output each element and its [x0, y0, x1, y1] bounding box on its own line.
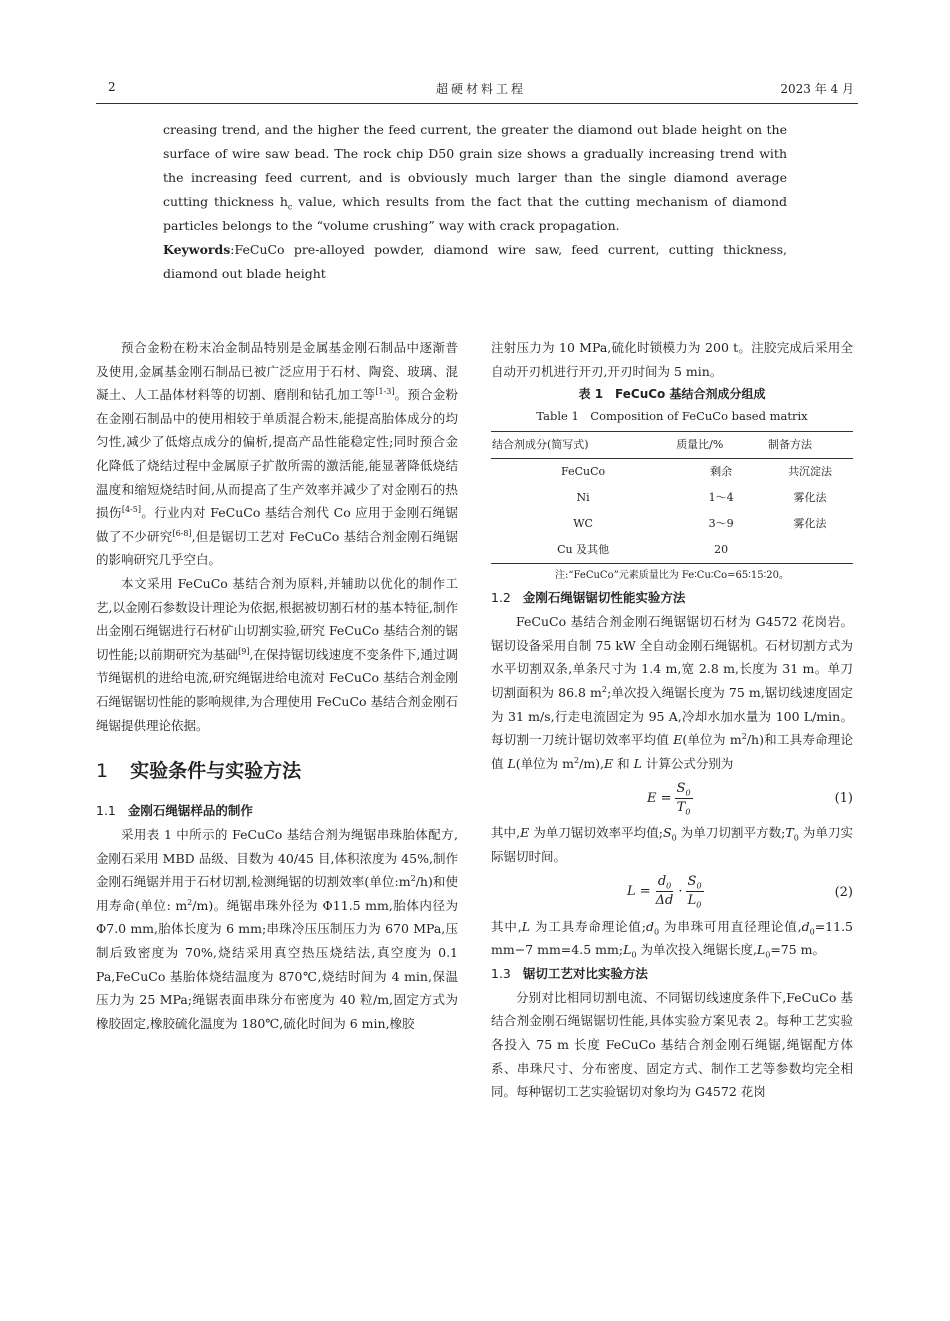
table-note: 注:“FeCuCo”元素质量比为 Fe∶Cu∶Co=65∶15∶20。 [555, 570, 789, 582]
table-row: Cu 及其他 20 [491, 537, 853, 564]
keywords: Keywords:FeCuCo pre-alloyed powder, diamond wire saw, feed current, cutting thickness, diamond out blade height [163, 242, 787, 281]
keywords-label: Keywords [163, 242, 231, 257]
table-row: FeCuCo 剩余 共沉淀法 [561, 465, 833, 479]
method-paragraph-1-1: 采用表 1 中所示的 FeCuCo 基结合剂为绳锯串珠胎体配方,金刚石采用 MBD 品级、目数为 40/45 目,体积浓度为 45%,制作金刚石绳锯并用于石材切割,检测绳锯的切割效率(单位$:m^2/h$)和使用寿命(单位: $m^2/m$)。绳锯串珠外径为 Φ11.5 mm,胎体内径为 Φ7.0 mm,胎体长度为 6 mm;串珠冷压压制压力为 670 MPa,压制后致密度为 70%,烧结采用真空热压烧结法,真空度为 0.1 Pa,FeCuCo 基胎体烧结温度为 870℃,烧结时间为 4 min,保温压力为 25 MPa;绳锯表面串珠分布密度为 40 粒/m,固定方式为橡胶固定,橡胶硫化温度为 180℃,硫化时间为 6 min,橡胶 [96, 827, 459, 1031]
continued-paragraph: 注射压力为 10 MPa,硫化时锁模力为 200 t。注胶完成后采用全自动开刃机进行开刃,开刃时间为 5 min。 [491, 340, 853, 379]
method-paragraph-1-2: FeCuCo 基结合剂金刚石绳锯锯切石材为 G4572 花岗岩。锯切设备采用自制 75 kW 全自动金刚石绳锯机。石材切割方式为水平切割双条,单条尺寸为 1.4 m,宽 2.8 m,长度为 31 m。单刀切割面积为 86.8 $m^2$;单次投入绳锯长度为 75 m,锯切线速度固定为 31 m/s,行走电流固定为 95 A,冷却水加水量为 100 L/min。每切割一刀统计锯切效率平均值 E(单位为 $m^2/h$)和工具寿命理论值 L(单位为 $m^2/m),E$ 和 L 计算公式分别为 [491, 614, 853, 771]
composition-table [491, 431, 853, 564]
table-row: Ni 1～4 雾化法 [576, 491, 827, 505]
subsection-heading-1-1: 1.1 金刚石绳锯样品的制作 [96, 803, 253, 819]
equation-number: (2) [834, 884, 853, 900]
section-heading-1: 1 实验条件与实验方法 [96, 760, 302, 783]
abstract-paragraph: creasing trend, and the higher the feed current, the greater the diamond out blade height on the surface of wire saw bead. The rock chip D50 grain size shows a gradually increasing trend with the increasing feed current, and is obviously much larger than the single diamond average cutting thickness $h_c$ value, which results from the fact that the cutting mechanism of diamond particles belongs to the “volume crushing” way with crack propagation. [163, 122, 787, 233]
equation-1: E = $\frac{S_0}{T_0}$ (1) [647, 780, 853, 817]
issue-date: 2023 年 4 月 [780, 82, 854, 96]
table-caption-cn: 表 1 FeCuCo 基结合剂成分组成 [578, 387, 766, 402]
subsection-heading-1-2: 1.2 金刚石绳锯锯切性能实验方法 [491, 590, 686, 606]
table-caption-en: Table 1 Composition of FeCuCo based matrix [536, 409, 808, 424]
table-row: WC 3～9 雾化法 [573, 517, 827, 531]
equation-number: (1) [834, 791, 853, 807]
equation-2: L = $\frac{d_0}{\Delta d}$ · $\frac{S_0}{L_0}$ (2) [627, 874, 853, 910]
equation-1-explanation: 其中,E 为单刀锯切效率平均值$;S_0$ 为单刀切割平方数$;T_0$ 为单刀实际锯切时间。 [491, 825, 854, 864]
subsection-heading-1-3: 1.3 锯切工艺对比实验方法 [491, 965, 648, 981]
right-column [491, 336, 853, 1104]
table-header-row: 结合剂成分(简写式) 质量比/% 制备方法 [491, 432, 853, 459]
english-abstract [163, 118, 787, 286]
intro-paragraph-1: 预合金粉在粉末冶金制品特别是金属基金刚石制品中逐渐普及使用,金属基金刚石制品已被广泛应用于石材、陶瓷、玻璃、混凝土、人工晶体材料等的切割、磨削和钻孔加工等[1-3]。预合金粉在金刚石制品中的使用相较于单质混合粉末,能提高胎体成分的均匀性,减少了低熔点成分的偏析,提高产品性能稳定性;同时预合金化降低了烧结过程中金属原子扩散所需的激活能,能显著降低烧结温度和缩短烧结时间,从而提高了生产效率并减少了对金刚石的热损伤[4-5]。行业内对 FeCuCo 基结合剂代 Co 应用于金刚石绳锯做了不少研究[6-8],但是锯切工艺对 FeCuCo 基结合剂金刚石绳锯的影响研究几乎空白。 [96, 340, 458, 568]
equation-2-explanation: 其中,L 为工具寿命理论值$;d_0$ 为串珠可用直径理论值$,d_0=11.5$ mm−7 mm=4.5 $mm;L_0$ 为单次投入绳锯长度$,L_0=75$ m。 [491, 918, 854, 960]
method-paragraph-1-3: 分别对比相同切割电流、不同锯切线速度条件下,FeCuCo 基结合剂金刚石绳锯锯切性能,具体实验方案见表 2。每种工艺实验各投入 75 m 长度 FeCuCo 基结合剂金刚石绳锯,绳锯配方体系、串珠尺寸、分布密度、固定方式、制作工艺等参数均完全相同。每种锯切工艺实验锯切对象均为 G4572 花岗 [491, 989, 853, 1100]
header-rule [96, 103, 858, 104]
page-number: 2 [108, 80, 116, 94]
running-header [108, 80, 854, 102]
journal-title: 超硬材料工程 [435, 82, 526, 96]
intro-paragraph-2: 本文采用 FeCuCo 基结合剂为原料,并辅助以优化的制作工艺,以金刚石参数设计理论为依据,根据被切割石材的基本特征,制作出金刚石绳锯进行石材矿山切割实验,研究 FeCuCo 基结合剂的锯切性能;以前期研究为基础[9],在保持锯切线速度不变条件下,通过调节绳锯机的进给电流,研究绳锯进给电流对 FeCuCo 基结合剂金刚石绳锯锯切性能的影响规律,为合理使用 FeCuCo 基结合剂金刚石绳锯提供理论依据。 [96, 575, 459, 733]
left-column [96, 336, 458, 1035]
